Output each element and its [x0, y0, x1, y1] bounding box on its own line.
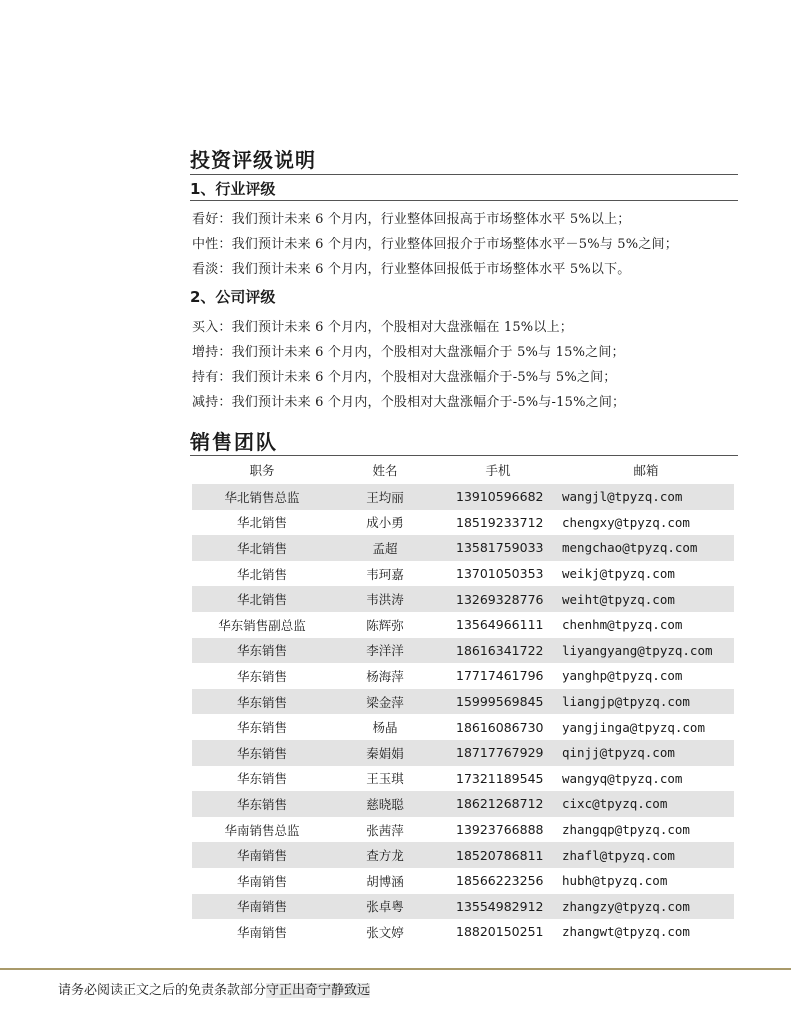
table-row — [192, 740, 734, 766]
role-cell: 华南销售 — [192, 842, 332, 868]
email-cell: cixc@tpyzq.com — [558, 791, 734, 817]
role-cell: 华东销售 — [192, 740, 332, 766]
table-row — [192, 766, 734, 792]
email-cell: wangyq@tpyzq.com — [562, 770, 683, 786]
email-cell: zhangqp@tpyzq.com — [562, 822, 690, 838]
role-cell: 华东销售 — [236, 771, 287, 787]
role-cell: 华东销售 — [192, 791, 332, 817]
header-role: 职务 — [249, 463, 275, 478]
phone-cell: 18616341722 — [438, 638, 558, 664]
email-cell: chengxy@tpyzq.com — [562, 514, 690, 530]
role-cell: 华东销售副总监 — [218, 617, 306, 633]
email-cell: liangjp@tpyzq.com — [558, 689, 734, 715]
footer-disclaimer: 请务必阅读正文之后的免责条款部分 — [58, 983, 267, 998]
industry-rating-line: 看淡：我们预计未来 6 个月内，行业整体回报低于市场整体水平 5%以下。 — [192, 262, 631, 277]
role-cell: 华南销售总监 — [224, 822, 300, 838]
phone-cell: 18519233712 — [456, 514, 544, 530]
industry-rating-line: 看好：我们预计未来 6 个月内，行业整体回报高于市场整体水平 5%以上； — [192, 212, 631, 227]
role-cell: 华北销售 — [192, 535, 332, 561]
footer — [58, 979, 370, 998]
header-phone: 手机 — [485, 463, 511, 478]
title-divider — [190, 174, 738, 175]
table-header-row — [192, 456, 734, 484]
name-cell: 孟超 — [332, 535, 438, 561]
name-cell: 韦珂嘉 — [366, 566, 404, 582]
phone-cell: 17321189545 — [456, 770, 544, 786]
phone-cell: 13564966111 — [456, 617, 544, 633]
footer-divider — [0, 968, 791, 970]
table-row — [192, 791, 734, 817]
header-name: 姓名 — [372, 463, 398, 478]
name-cell: 慈晓聪 — [332, 791, 438, 817]
name-cell: 查方龙 — [332, 842, 438, 868]
name-cell: 梁金萍 — [332, 689, 438, 715]
phone-cell: 13554982912 — [438, 894, 558, 920]
name-cell: 李洋洋 — [332, 638, 438, 664]
company-rating-line: 减持：我们预计未来 6 个月内，个股相对大盘涨幅介于-5%与-15%之间； — [192, 395, 626, 410]
table-row — [192, 894, 734, 920]
email-cell: zhangzy@tpyzq.com — [558, 894, 734, 920]
table-row — [192, 919, 734, 945]
industry-divider — [190, 200, 738, 201]
role-cell: 华北销售 — [192, 586, 332, 612]
role-cell: 华东销售 — [236, 720, 287, 736]
name-cell: 张卓粤 — [332, 894, 438, 920]
email-cell: liyangyang@tpyzq.com — [558, 638, 734, 664]
table-row — [192, 535, 734, 561]
phone-cell: 18820150251 — [456, 924, 544, 940]
email-cell: zhafl@tpyzq.com — [558, 842, 734, 868]
company-rating-line: 增持：我们预计未来 6 个月内，个股相对大盘涨幅介于 5%与 15%之间； — [192, 345, 625, 360]
name-cell: 成小勇 — [366, 515, 404, 531]
email-cell: wangjl@tpyzq.com — [558, 484, 734, 510]
email-cell: zhangwt@tpyzq.com — [562, 924, 690, 940]
phone-cell: 18566223256 — [456, 873, 544, 889]
team-table-body — [192, 484, 734, 945]
header-email: 邮箱 — [633, 463, 659, 478]
email-cell: chenhm@tpyzq.com — [562, 617, 683, 633]
table-row — [192, 484, 734, 510]
table-row — [192, 689, 734, 715]
email-cell: weiht@tpyzq.com — [558, 586, 734, 612]
email-cell: yanghp@tpyzq.com — [562, 668, 683, 684]
company-rating-line: 持有：我们预计未来 6 个月内，个股相对大盘涨幅介于-5%与 5%之间； — [192, 370, 617, 385]
role-cell: 华北销售 — [236, 515, 287, 531]
table-row — [192, 868, 734, 894]
phone-cell: 18717767929 — [438, 740, 558, 766]
phone-cell: 17717461796 — [456, 668, 544, 684]
role-cell: 华南销售 — [236, 873, 287, 889]
table-row — [192, 638, 734, 664]
role-cell: 华南销售 — [192, 894, 332, 920]
name-cell: 杨晶 — [372, 720, 398, 736]
phone-cell: 13701050353 — [456, 566, 544, 582]
phone-cell: 18616086730 — [456, 719, 544, 735]
phone-cell: 13910596682 — [438, 484, 558, 510]
email-cell: weikj@tpyzq.com — [562, 566, 675, 582]
phone-cell: 13923766888 — [456, 822, 544, 838]
rating-title: 投资评级说明 — [190, 148, 316, 172]
sales-team-table — [192, 456, 734, 945]
industry-rating-heading: 1、行业评级 — [190, 180, 276, 198]
name-cell: 陈辉弥 — [366, 617, 404, 633]
phone-cell: 15999569845 — [438, 689, 558, 715]
table-row — [192, 663, 734, 689]
phone-cell: 13269328776 — [438, 586, 558, 612]
table-row — [192, 714, 734, 740]
phone-cell: 18520786811 — [438, 842, 558, 868]
company-rating-heading: 2、公司评级 — [190, 288, 276, 306]
email-cell: qinjj@tpyzq.com — [558, 740, 734, 766]
role-cell: 华东销售 — [236, 668, 287, 684]
company-rating-line: 买入：我们预计未来 6 个月内，个股相对大盘涨幅在 15%以上； — [192, 320, 573, 335]
phone-cell: 18621268712 — [438, 791, 558, 817]
name-cell: 杨海萍 — [366, 668, 404, 684]
table-row — [192, 561, 734, 587]
phone-cell: 13581759033 — [438, 535, 558, 561]
table-row — [192, 510, 734, 536]
name-cell: 张文婷 — [366, 924, 404, 940]
name-cell: 王均丽 — [332, 484, 438, 510]
email-cell: hubh@tpyzq.com — [562, 873, 668, 889]
name-cell: 胡博涵 — [366, 873, 404, 889]
role-cell: 华南销售 — [236, 924, 287, 940]
name-cell: 秦娟娟 — [332, 740, 438, 766]
email-cell: mengchao@tpyzq.com — [558, 535, 734, 561]
footer-slogan: 守正出奇宁静致远 — [266, 983, 371, 998]
table-row — [192, 842, 734, 868]
role-cell: 华东销售 — [192, 689, 332, 715]
name-cell: 张茜萍 — [366, 822, 404, 838]
table-row — [192, 817, 734, 843]
table-row — [192, 612, 734, 638]
email-cell: yangjinga@tpyzq.com — [562, 719, 705, 735]
table-row — [192, 586, 734, 612]
name-cell: 王玉琪 — [366, 771, 404, 787]
role-cell: 华北销售总监 — [192, 484, 332, 510]
role-cell: 华东销售 — [192, 638, 332, 664]
sales-team-title: 销售团队 — [190, 430, 278, 454]
role-cell: 华北销售 — [236, 566, 287, 582]
industry-rating-line: 中性：我们预计未来 6 个月内，行业整体回报介于市场整体水平－5%与 5%之间； — [192, 237, 678, 252]
name-cell: 韦洪涛 — [332, 586, 438, 612]
